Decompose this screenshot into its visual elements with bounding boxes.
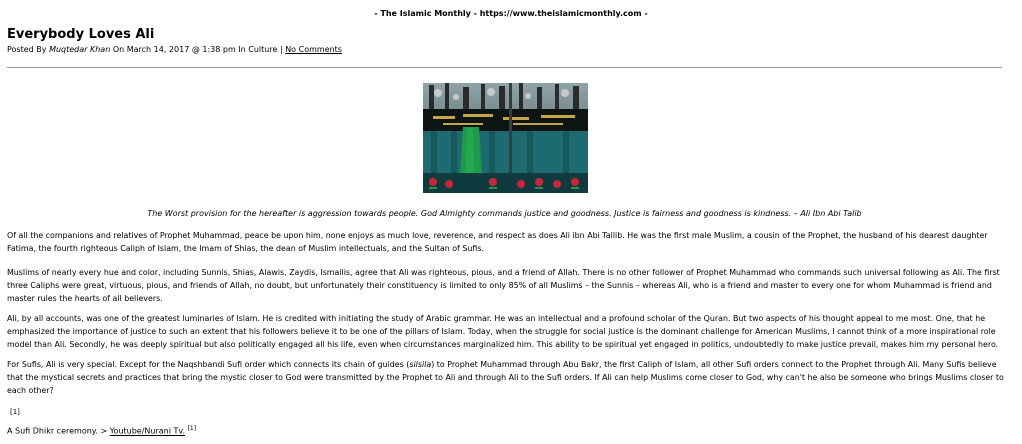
- byline-prefix: Posted By: [7, 45, 47, 54]
- byline-author: Muqtedar Khan: [49, 45, 111, 54]
- shrine-photo-illustration: [423, 83, 588, 193]
- byline-date: On March 14, 2017 @ 1:38 pm In Culture |: [112, 45, 283, 54]
- article-title: Everybody Loves Ali: [7, 27, 155, 42]
- paragraph-4: [7, 358, 1010, 397]
- paragraph-1: Of all the companions and relatives of Prophet Muhammad, peace be upon him, none enjoys as much love, reverence, and respect as does Ali ibn Abi Tallib. He was the first male Muslim, a cousin of the Prophet, the husband of his dearest daughter Fatima, the fourth righteous Caliph of Islam, the Imam of Shias, the dean of Muslim intellectuals, and the Sultan of Sufis.: [7, 231, 988, 253]
- image-caption: The Worst provision for the hereafter is aggression towards people. God Almighty commands justice and goodness. Justice is fairness and goodness is kindness. – Ali Ibn Abi Talib: [147, 209, 862, 218]
- credit-text: A Sufi Dhikr ceremony. >: [7, 426, 108, 436]
- video-credit: [7, 425, 196, 436]
- paragraph-4-part-2: ) to Prophet Muhammad through Abu Bakr, the first Caliph of Islam, all other Sufi orders connect to the Prophet through Ali. Many Sufis believe that the mystical secrets and practices that bring the mystic closer to God were transmitted by the Prophet to Ali and through Ali to the Sufi orders. If Ali can help Muslims come closer to God, why can't he also be someone who brings Muslims closer to each other?: [7, 360, 1004, 395]
- paragraph-4-part-1: For Sufis, Ali is very special. Except for the Naqshbandi Sufi order which connects its chain of guides (: [7, 360, 410, 369]
- paragraph-3: Ali, by all accounts, was one of the greatest luminaries of Islam. He is credited with initiating the study of Arabic grammar. He was an intellectual and a profound scholar of the Quran. But two aspects of his thought appeal to me most. One, that he emphasized the importance of justice to such an extent that his followers believe it to be one of the pillars of Islam. Today, when the struggle for social justice is the dominant challenge for American Muslims, I cannot think of a more inspirational role model than Ali. Secondly, he was deeply spiritual but also politically engaged all his life, even when circumstances marginalized him. This ability to be spiritual yet engaged in politics, undoubtedly to make justice prevail, makes him my personal hero.: [7, 314, 999, 349]
- paragraph-2: Muslims of nearly every hue and color, including Sunnis, Shias, Alawis, Zaydis, Ismailis, agree that Ali was righteous, pious, and a friend of Allah. There is no other follower of Prophet Muhammad who commands such universal following as Ali. The first three Caliphs were great, virtuous, pious, and friends of Allah, no doubt, but unfortunately their constituency is limited to only 85% of all Muslims – the Sunnis – whereas Ali, who is a friend and master to every one for whom Muhammad is friend and master rules the hearts of all believers.: [7, 268, 1000, 303]
- comments-link[interactable]: No Comments: [285, 45, 342, 54]
- youtube-credit-link[interactable]: Youtube/Nurani Tv.: [109, 426, 186, 436]
- featured-image: [423, 83, 588, 193]
- footnote-marker: [1]: [10, 408, 20, 416]
- article-byline: [7, 45, 342, 54]
- header-divider: [7, 67, 1002, 68]
- paragraph-4-term-silsila: silsila: [409, 360, 432, 369]
- credit-footnote-ref[interactable]: [1]: [187, 425, 197, 432]
- site-header-bar: - The Islamic Monthly - https://www.theislamicmonthly.com -: [374, 9, 648, 18]
